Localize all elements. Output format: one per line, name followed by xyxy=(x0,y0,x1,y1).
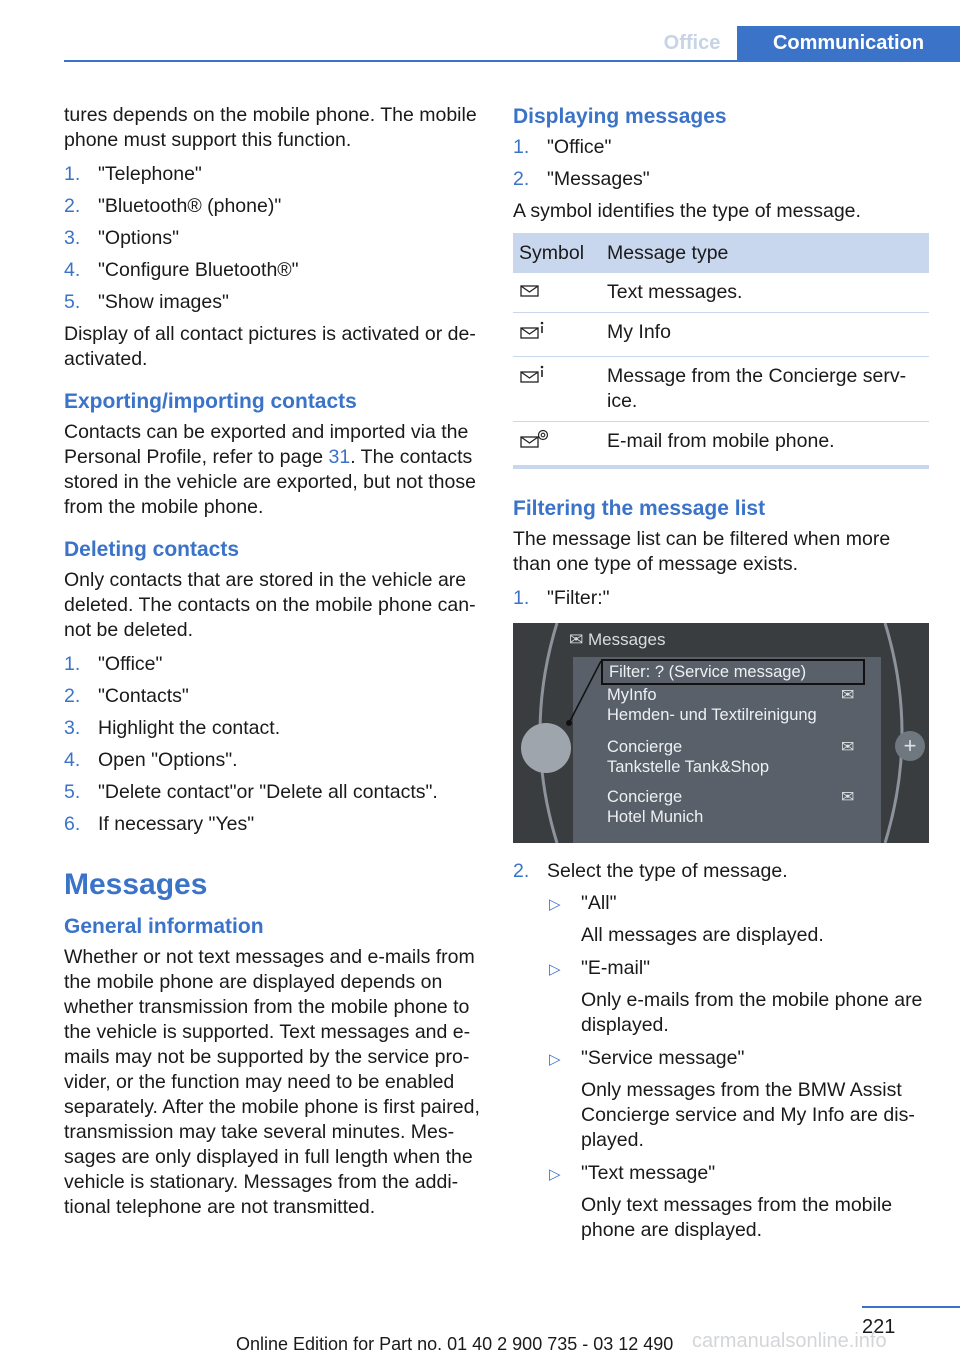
list-item[interactable]: Concierge Tankstelle Tank&Shop xyxy=(607,738,770,776)
messages-menu-icon: ✉ xyxy=(569,630,584,649)
list-item: 1. "Office" xyxy=(64,653,163,675)
right-column xyxy=(513,103,929,1251)
screen-frame-arcs xyxy=(513,623,929,843)
table-header-row xyxy=(513,233,929,273)
list-item: 6. If necessary "Yes" xyxy=(64,813,255,835)
symbol-intro: A symbol identifies the type of message. xyxy=(513,200,861,222)
envelope-concierge-icon: ✉ xyxy=(841,739,855,756)
filter-step-1 xyxy=(513,586,929,611)
section-tab-office[interactable]: Office xyxy=(663,32,721,54)
list-item: 1. "Telephone" xyxy=(64,163,202,185)
table-row: Message from the Concierge serv-ice. xyxy=(513,357,929,422)
filter-step-2 xyxy=(513,859,929,884)
header-rule xyxy=(64,60,960,62)
idrive-messages-screenshot xyxy=(513,623,929,843)
export-heading: Exporting/importing contacts xyxy=(64,390,357,413)
list-item: 1. "Filter:" xyxy=(513,587,610,609)
triangle-bullet-icon: ▷ xyxy=(549,1166,561,1183)
column-header-message-type: Message type xyxy=(601,233,929,273)
message-symbol-table xyxy=(513,233,929,469)
section-tab-communication[interactable]: Communication xyxy=(737,26,960,60)
triangle-bullet-icon: ▷ xyxy=(549,896,561,913)
list-item[interactable]: MyInfo Hemden- und Textilreinigung xyxy=(607,686,817,724)
list-item: 4. "Configure Bluetooth®" xyxy=(64,259,299,281)
delete-heading: Deleting contacts xyxy=(64,538,240,561)
table-row: Text messages. xyxy=(513,273,929,313)
envelope-at-icon xyxy=(519,429,549,451)
show-images-note: Display of all contact pictures is activated or de-activated. xyxy=(64,323,476,370)
list-item: 2. "Messages" xyxy=(513,168,650,190)
list-item: ▷ "All" All messages are displayed. xyxy=(549,892,824,946)
envelope-concierge-icon xyxy=(519,364,547,386)
display-steps xyxy=(513,135,929,192)
list-item: 5. "Show images" xyxy=(64,291,229,313)
displaying-messages-heading: Displaying messages xyxy=(513,105,727,128)
envelope-icon xyxy=(519,282,541,298)
list-item: 1. "Office" xyxy=(513,136,612,158)
general-info-heading: General information xyxy=(64,915,264,938)
plus-icon: + xyxy=(895,731,925,761)
filter-options xyxy=(547,891,929,1243)
controller-wheel-icon xyxy=(521,723,571,773)
page-link[interactable]: 31 xyxy=(328,446,351,468)
table-row: My Info xyxy=(513,313,929,357)
triangle-bullet-icon: ▷ xyxy=(549,1051,561,1068)
delete-steps xyxy=(64,652,480,837)
list-item: 4. Open "Options". xyxy=(64,749,238,771)
left-column xyxy=(64,103,480,1229)
edition-line: Online Edition for Part no. 01 40 2 900 735 - 03 12 490 xyxy=(236,1334,674,1354)
filter-field[interactable]: Filter: ? (Service message) xyxy=(601,659,865,685)
general-info-paragraph: Whether or not text messages and e-mails from the mobile phone are displayed depends on whether transmission from the mobile phone to the vehicle is supported. Text messages and e-mails may not be supported by the service pro-vider, or the function may need to be enabled separately. After the mobile phone is first paired, transmission may take several minutes. Mes-sages are only displayed in full length when the vehicle is stationary. Messages from the addi-tional telephone are not transmitted. xyxy=(64,946,480,1218)
show-images-steps xyxy=(64,162,480,315)
envelope-concierge-icon: ✉ xyxy=(841,789,855,806)
list-item: ▷ "Text message" Only text messages from the mobile phone are displayed. xyxy=(549,1162,893,1241)
export-paragraph: Contacts can be exported and imported via the Personal Profile, refer to page 31. The contacts stored in the vehicle are exported, but not those from the mobile phone. xyxy=(64,421,476,518)
filter-heading: Filtering the message list xyxy=(513,497,766,520)
list-item: 2. "Contacts" xyxy=(64,685,189,707)
list-item: 3. "Options" xyxy=(64,227,180,249)
table-row: E-mail from mobile phone. xyxy=(513,422,929,468)
list-item: 5. "Delete contact"or "Delete all contacts". xyxy=(64,781,438,803)
messages-heading: Messages xyxy=(64,868,208,901)
page-footer xyxy=(0,1300,960,1362)
filter-paragraph: The message list can be filtered when more than one type of message exists. xyxy=(513,528,891,575)
page-number: 221 xyxy=(862,1316,896,1338)
list-item: ▷ "E-mail" Only e-mails from the mobile phone are displayed. xyxy=(549,957,923,1036)
list-item: 2. Select the type of message. xyxy=(513,860,788,882)
list-item: ▷ "Service message" Only messages from the BMW Assist Concierge service and My Info are dis-played. xyxy=(549,1047,915,1151)
screen-title: Messages xyxy=(587,630,666,649)
list-item: 2. "Bluetooth® (phone)" xyxy=(64,195,282,217)
column-header-symbol: Symbol xyxy=(513,233,601,273)
footer-rule xyxy=(862,1306,960,1308)
intro-paragraph: tures depends on the mobile phone. The mobile phone must support this function. xyxy=(64,104,477,151)
envelope-info-icon xyxy=(519,320,547,342)
page-header xyxy=(0,0,960,64)
list-item[interactable]: Concierge Hotel Munich xyxy=(607,788,704,826)
delete-paragraph: Only contacts that are stored in the vehicle are deleted. The contacts on the mobile phone can-not be deleted. xyxy=(64,569,476,641)
envelope-info-icon: ✉ xyxy=(841,687,855,704)
watermark: carmanualsonline.info xyxy=(692,1330,887,1352)
triangle-bullet-icon: ▷ xyxy=(549,961,561,978)
list-item: 3. Highlight the contact. xyxy=(64,717,281,739)
